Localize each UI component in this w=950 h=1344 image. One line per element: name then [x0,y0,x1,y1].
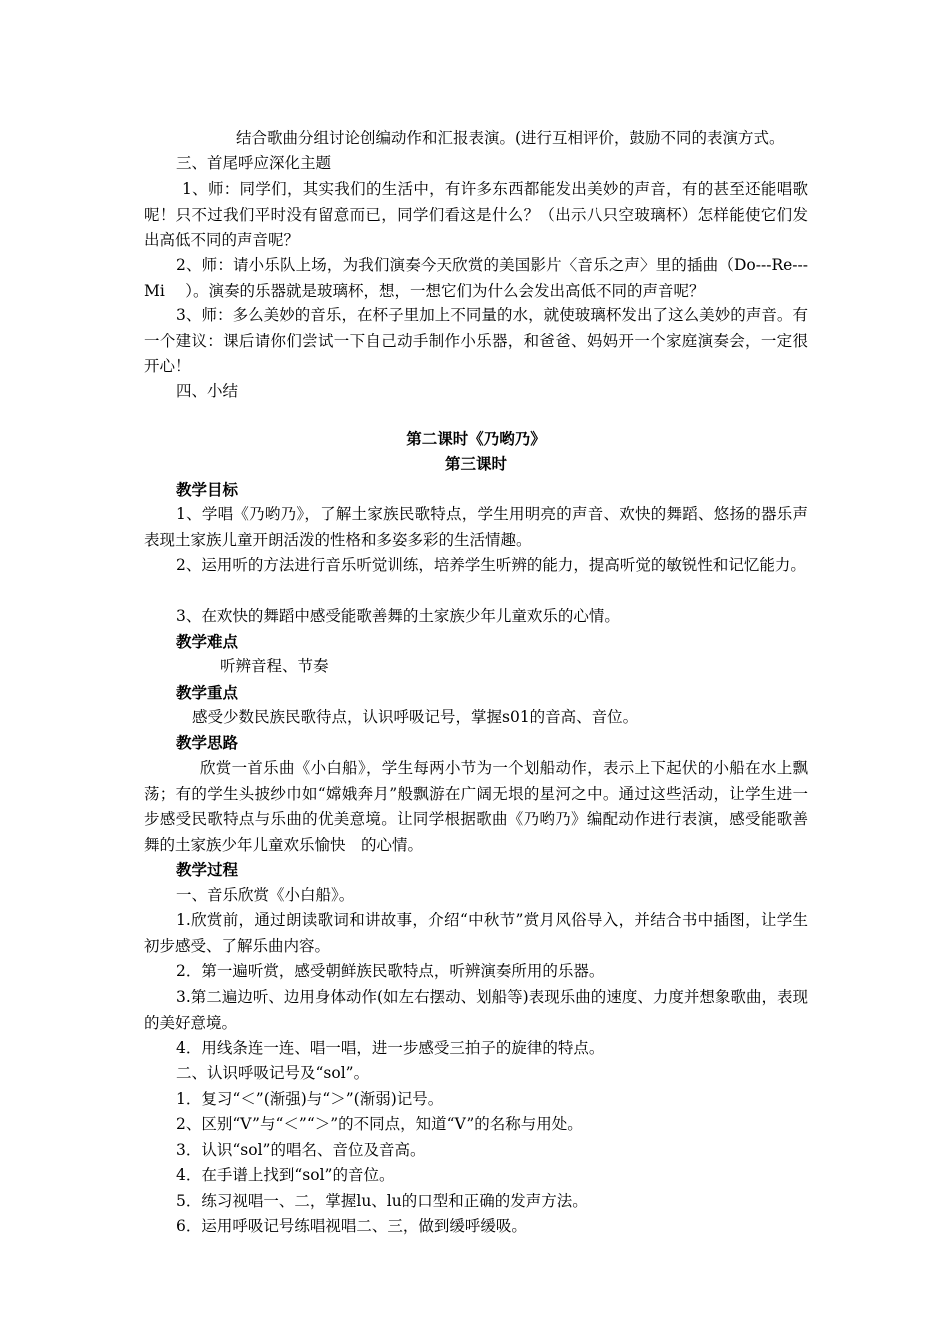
process-2-title: 二、认识呼吸记号及“sol”。 [176,1064,370,1082]
teaching-difficulty-heading: 教学难点 [176,632,239,651]
section-3-paragraph-2: 2、师：请小乐队上场，为我们演奏今天欣赏的美国影片〈音乐之声〉里的插曲（Do---Re---Mi ）。演奏的乐器就是玻璃杯，想，一想它们为什么会发出高低不同的声音呢？ [144,256,808,300]
process-2-step-1: 1．复习“＜”(渐强)与“＞”(渐弱)记号。 [176,1090,444,1108]
teaching-process-heading: 教学过程 [176,860,239,879]
section-3-title: 三、首尾呼应深化主题 [176,154,332,172]
teaching-key-heading: 教学重点 [176,683,239,702]
goal-3: 3、在欢快的舞蹈中感受能歌善舞的土家族少年儿童欢乐的心情。 [176,607,620,625]
process-2-step-5: 5．练习视唱一、二，掌握lu、lu的口型和正确的发声方法。 [176,1192,588,1210]
teaching-difficulty-text: 听辨音程、节奏 [220,657,329,675]
process-1-step-1: 1.欣赏前，通过朗读歌词和讲故事，介绍“中秋节”赏月风俗导入，并结合书中插图，让学生初步感受、了解乐曲内容。 [144,911,808,955]
process-1-step-2: 2．第一遍听赏，感受朝鲜族民歌特点，听辨演奏所用的乐器。 [176,962,605,980]
teaching-key-text: 感受少数民族民歌待点，认识呼吸记号，掌握s01的音高、音位。 [192,708,639,726]
section-3-paragraph-3: 3、师：多么美妙的音乐，在杯子里加上不同量的水，就使玻璃杯发出了这么美妙的声音。有一个建议：课后请你们尝试一下自己动手制作小乐器，和爸爸、妈妈开一个家庭演奏会，一定很开心！ [144,306,808,375]
process-2-step-2: 2、区别“V”与“＜”“＞”的不同点，知道“V”的名称与用处。 [176,1115,583,1133]
process-2-step-3: 3．认识“sol”的唱名、音位及音高。 [176,1141,426,1159]
goal-2: 2、运用听的方法进行音乐听觉训练，培养学生听辨的能力，提高听觉的敏锐性和记忆能力。 [176,556,806,574]
process-2-step-6: 6．运用呼吸记号练唱视唱二、三，做到缓呼缓吸。 [176,1217,527,1235]
section-4-title: 四、小结 [176,382,239,400]
teaching-goals-heading: 教学目标 [176,480,239,499]
teaching-idea-text: 欣赏一首乐曲《小白船》，学生每两小节为一个划船动作，表示上下起伏的小船在水上飘荡；有的学生头披纱巾如“嫦娥奔月”般飘游在广阔无垠的星河之中。通过这些活动，让学生进一步感受民歌特点与乐曲的优美意境。让同学根据歌曲《乃哟乃》编配动作进行表演，感受能歌善舞的土家族少年儿童欢乐愉快 的心情。 [144,759,808,854]
section-3-paragraph-1: 1、师：同学们，其实我们的生活中，有许多东西都能发出美妙的声音，有的甚至还能唱歌呢！只不过我们平时没有留意而已，同学们看这是什么？（出示八只空玻璃杯）怎样能使它们发出高低不同的声音呢？ [144,180,808,249]
teaching-idea-heading: 教学思路 [176,733,239,752]
goal-1: 1、学唱《乃哟乃》，了解土家族民歌特点，学生用明亮的声音、欢快的舞蹈、悠扬的器乐声表现土家族儿童开朗活泼的性格和多姿多彩的生活情趣。 [144,505,808,549]
process-1-title: 一、音乐欣赏《小白船》。 [176,886,355,904]
process-2-step-4: 4．在手谱上找到“sol”的音位。 [176,1166,395,1184]
lesson-subtitle: 第三课时 [444,454,507,473]
paragraph-group-discussion: 结合歌曲分组讨论创编动作和汇报表演。(进行互相评价，鼓励不同的表演方式。 [236,129,785,147]
process-1-step-4: 4．用线条连一连、唱一唱，进一步感受三拍子的旋律的特点。 [176,1039,605,1057]
process-1-step-3: 3.第二遍边听、边用身体动作(如左右摆动、划船等)表现乐曲的速度、力度并想象歌曲，表现的美好意境。 [144,988,808,1032]
lesson-title: 第二课时《乃哟乃》 [406,429,546,448]
